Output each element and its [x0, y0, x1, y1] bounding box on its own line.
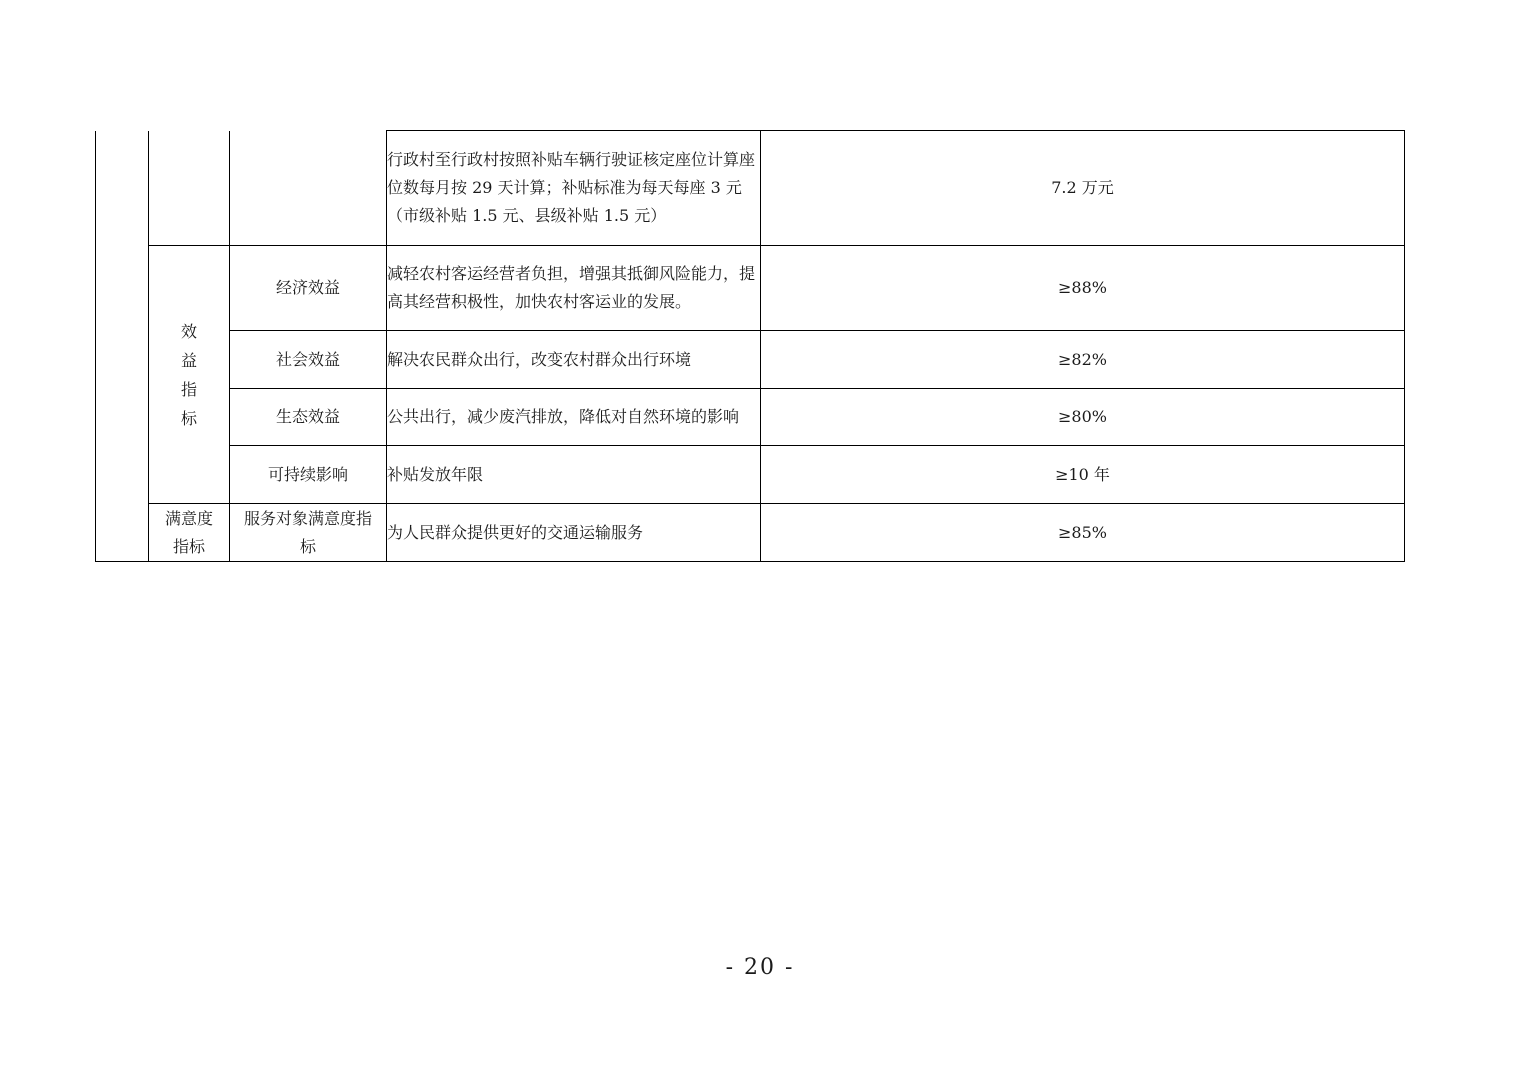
- sub-indicator-cell: 可持续影响: [230, 446, 387, 504]
- table-row: [96, 389, 1405, 446]
- table-row: [96, 446, 1405, 504]
- indicator-cell: [149, 131, 230, 246]
- outer-category-cell: [96, 131, 149, 562]
- value-cell: 7.2 万元: [761, 131, 1405, 246]
- content-cell: 解决农民群众出行，改变农村群众出行环境: [387, 331, 761, 389]
- table-row: [96, 331, 1405, 389]
- content-cell: 行政村至行政村按照补贴车辆行驶证核定座位计算座位数每月按 29 天计算；补贴标准为每天每座 3 元（市级补贴 1.5 元、县级补贴 1.5 元）: [387, 131, 761, 246]
- content-cell: 补贴发放年限: [387, 446, 761, 504]
- benefit-indicator-label: 效益指标: [180, 321, 197, 428]
- performance-indicator-table: [95, 130, 1405, 562]
- benefit-indicator-cell: [149, 246, 230, 504]
- sub-indicator-cell: 生态效益: [230, 389, 387, 446]
- sub-indicator-cell: 经济效益: [230, 246, 387, 331]
- value-cell: ≥88%: [761, 246, 1405, 331]
- content-cell: 为人民群众提供更好的交通运输服务: [387, 504, 761, 562]
- content-cell: 减轻农村客运经营者负担，增强其抵御风险能力，提高其经营积极性，加快农村客运业的发展。: [387, 246, 761, 331]
- page-number: - 20 -: [725, 955, 795, 980]
- sub-indicator-cell: 社会效益: [230, 331, 387, 389]
- value-cell: ≥82%: [761, 331, 1405, 389]
- table-row: [96, 246, 1405, 331]
- value-cell: ≥80%: [761, 389, 1405, 446]
- content-cell: 公共出行，减少废汽排放，降低对自然环境的影响: [387, 389, 761, 446]
- value-cell: ≥10 年: [761, 446, 1405, 504]
- satisfaction-indicator-cell: 满意度指标: [149, 504, 230, 562]
- sub-indicator-cell: 服务对象满意度指标: [230, 504, 387, 562]
- value-cell: ≥85%: [761, 504, 1405, 562]
- sub-indicator-cell: [230, 131, 387, 246]
- table-row: [96, 131, 1405, 246]
- table-row: [96, 504, 1405, 562]
